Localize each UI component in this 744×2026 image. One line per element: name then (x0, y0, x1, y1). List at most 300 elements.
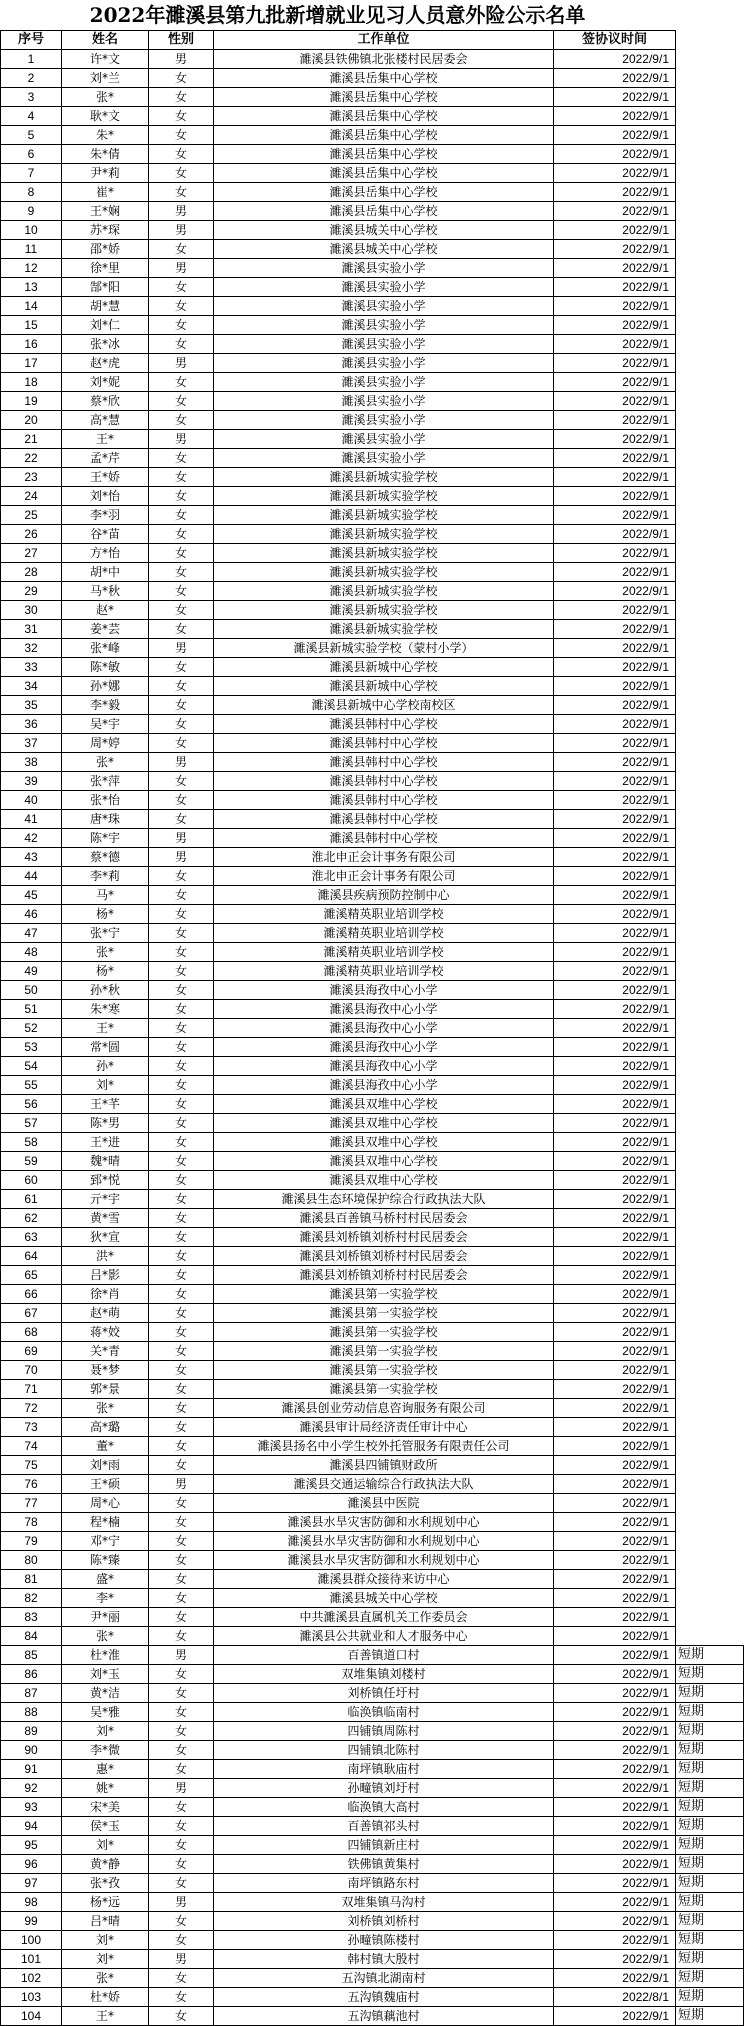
name-cell: 刘*玉 (62, 1665, 149, 1684)
gender-cell: 女 (149, 411, 214, 430)
name-cell: 李*微 (62, 1741, 149, 1760)
sign-date-cell: 2022/9/1 (554, 829, 676, 848)
note-cell (676, 297, 744, 316)
sign-date-cell: 2022/9/1 (554, 1209, 676, 1228)
employer-cell: 濉溪县海孜中心小学 (214, 1076, 554, 1095)
employer-cell: 濉溪县中医院 (214, 1494, 554, 1513)
name-cell: 常*圆 (62, 1038, 149, 1057)
gender-cell: 女 (149, 1152, 214, 1171)
table-row (1, 1988, 744, 2007)
gender-cell: 女 (149, 1703, 214, 1722)
index-cell: 59 (1, 1152, 62, 1171)
table-row (1, 183, 744, 202)
table-row (1, 924, 744, 943)
gender-cell: 女 (149, 1361, 214, 1380)
name-cell: 杨*远 (62, 1893, 149, 1912)
sign-date-cell: 2022/9/1 (554, 810, 676, 829)
employer-cell: 濉溪精英职业培训学校 (214, 924, 554, 943)
index-cell: 55 (1, 1076, 62, 1095)
employer-cell: 四铺镇北陈村 (214, 1741, 554, 1760)
name-cell: 尹*莉 (62, 164, 149, 183)
index-cell: 66 (1, 1285, 62, 1304)
table-row (1, 1513, 744, 1532)
employer-cell: 濉溪县岳集中心学校 (214, 183, 554, 202)
gender-cell: 女 (149, 2007, 214, 2026)
index-cell: 13 (1, 278, 62, 297)
employer-cell: 濉溪县海孜中心小学 (214, 1038, 554, 1057)
note-cell (676, 411, 744, 430)
table-row (1, 145, 744, 164)
name-cell: 陈*敏 (62, 658, 149, 677)
index-cell: 15 (1, 316, 62, 335)
index-cell: 2 (1, 69, 62, 88)
table-row (1, 1703, 744, 1722)
gender-cell: 女 (149, 1380, 214, 1399)
name-cell: 董* (62, 1437, 149, 1456)
table-row (1, 1722, 744, 1741)
name-cell: 郜*阳 (62, 278, 149, 297)
note-cell: 短期 (676, 1741, 744, 1760)
table-row (1, 1285, 744, 1304)
header-note (676, 31, 744, 50)
employer-cell: 四铺镇周陈村 (214, 1722, 554, 1741)
index-cell: 87 (1, 1684, 62, 1703)
sign-date-cell: 2022/9/1 (554, 1665, 676, 1684)
name-cell: 吕*影 (62, 1266, 149, 1285)
employer-cell: 濉溪县韩村中心学校 (214, 772, 554, 791)
name-cell: 李*毅 (62, 696, 149, 715)
note-cell (676, 1095, 744, 1114)
sign-date-cell: 2022/9/1 (554, 1798, 676, 1817)
table-row (1, 487, 744, 506)
index-cell: 53 (1, 1038, 62, 1057)
sign-date-cell: 2022/9/1 (554, 848, 676, 867)
index-cell: 4 (1, 107, 62, 126)
sign-date-cell: 2022/9/1 (554, 791, 676, 810)
sign-date-cell: 2022/9/1 (554, 563, 676, 582)
name-cell: 姚* (62, 1779, 149, 1798)
gender-cell: 女 (149, 468, 214, 487)
table-row (1, 468, 744, 487)
name-cell: 张*峰 (62, 639, 149, 658)
name-cell: 张*萍 (62, 772, 149, 791)
table-row (1, 297, 744, 316)
employer-cell: 濉溪县刘桥镇刘桥村村民居委会 (214, 1266, 554, 1285)
sign-date-cell: 2022/9/1 (554, 1399, 676, 1418)
gender-cell: 男 (149, 50, 214, 69)
gender-cell: 女 (149, 1437, 214, 1456)
note-cell (676, 943, 744, 962)
name-cell: 张* (62, 753, 149, 772)
table-row (1, 126, 744, 145)
table-row (1, 259, 744, 278)
name-cell: 张* (62, 1969, 149, 1988)
note-cell: 短期 (676, 1703, 744, 1722)
gender-cell: 女 (149, 1760, 214, 1779)
note-cell (676, 240, 744, 259)
employer-cell: 南坪镇路东村 (214, 1874, 554, 1893)
name-cell: 马* (62, 886, 149, 905)
gender-cell: 女 (149, 1912, 214, 1931)
header-sign-date: 签协议时间 (554, 31, 676, 50)
table-row (1, 1418, 744, 1437)
sign-date-cell: 2022/9/1 (554, 1247, 676, 1266)
name-cell: 李* (62, 1589, 149, 1608)
employer-cell: 双堆集镇马沟村 (214, 1893, 554, 1912)
sign-date-cell: 2022/9/1 (554, 1095, 676, 1114)
table-row (1, 829, 744, 848)
table-row (1, 1095, 744, 1114)
name-cell: 朱*倩 (62, 145, 149, 164)
note-cell (676, 1608, 744, 1627)
name-cell: 张*怡 (62, 791, 149, 810)
table-row (1, 202, 744, 221)
employer-cell: 濉溪县城关中心学校 (214, 1589, 554, 1608)
sign-date-cell: 2022/9/1 (554, 1532, 676, 1551)
index-cell: 61 (1, 1190, 62, 1209)
table-row (1, 1228, 744, 1247)
note-cell: 短期 (676, 1969, 744, 1988)
sign-date-cell: 2022/9/1 (554, 69, 676, 88)
sign-date-cell: 2022/9/1 (554, 1931, 676, 1950)
sign-date-cell: 2022/9/1 (554, 50, 676, 69)
sign-date-cell: 2022/9/1 (554, 373, 676, 392)
index-cell: 6 (1, 145, 62, 164)
name-cell: 杜*淮 (62, 1646, 149, 1665)
employer-cell: 濉溪县第一实验学校 (214, 1361, 554, 1380)
index-cell: 7 (1, 164, 62, 183)
table-row (1, 1323, 744, 1342)
header-index: 序号 (1, 31, 62, 50)
gender-cell: 女 (149, 373, 214, 392)
sign-date-cell: 2022/9/1 (554, 107, 676, 126)
table-row (1, 1000, 744, 1019)
employer-cell: 濉溪精英职业培训学校 (214, 962, 554, 981)
table-row (1, 1912, 744, 1931)
employer-cell: 濉溪县实验小学 (214, 259, 554, 278)
gender-cell: 女 (149, 1456, 214, 1475)
note-cell (676, 487, 744, 506)
sign-date-cell: 2022/9/1 (554, 1855, 676, 1874)
name-cell: 孙* (62, 1057, 149, 1076)
index-cell: 37 (1, 734, 62, 753)
index-cell: 28 (1, 563, 62, 582)
sign-date-cell: 2022/9/1 (554, 544, 676, 563)
sign-date-cell: 2022/9/1 (554, 1627, 676, 1646)
index-cell: 35 (1, 696, 62, 715)
table-row (1, 1570, 744, 1589)
gender-cell: 女 (149, 1038, 214, 1057)
table-row (1, 69, 744, 88)
gender-cell: 女 (149, 164, 214, 183)
note-cell (676, 107, 744, 126)
employer-cell: 濉溪县海孜中心小学 (214, 1057, 554, 1076)
name-cell: 黄*静 (62, 1855, 149, 1874)
employer-cell: 濉溪县新城中心学校南校区 (214, 696, 554, 715)
name-cell: 朱*寒 (62, 1000, 149, 1019)
gender-cell: 女 (149, 696, 214, 715)
gender-cell: 女 (149, 1874, 214, 1893)
note-cell (676, 1152, 744, 1171)
note-cell (676, 1266, 744, 1285)
name-cell: 周*婷 (62, 734, 149, 753)
note-cell (676, 1475, 744, 1494)
table-row (1, 1342, 744, 1361)
gender-cell: 女 (149, 1190, 214, 1209)
note-cell (676, 1380, 744, 1399)
index-cell: 75 (1, 1456, 62, 1475)
gender-cell: 女 (149, 924, 214, 943)
index-cell: 10 (1, 221, 62, 240)
table-row (1, 1266, 744, 1285)
name-cell: 蒋*姣 (62, 1323, 149, 1342)
name-cell: 孙*秋 (62, 981, 149, 1000)
employer-cell: 刘桥镇任圩村 (214, 1684, 554, 1703)
sign-date-cell: 2022/9/1 (554, 1437, 676, 1456)
sign-date-cell: 2022/9/1 (554, 1342, 676, 1361)
sign-date-cell: 2022/9/1 (554, 734, 676, 753)
index-cell: 23 (1, 468, 62, 487)
name-cell: 马*秋 (62, 582, 149, 601)
name-cell: 刘* (62, 1836, 149, 1855)
table-row (1, 1760, 744, 1779)
sign-date-cell: 2022/9/1 (554, 1304, 676, 1323)
sign-date-cell: 2022/9/1 (554, 1912, 676, 1931)
employer-cell: 濉溪县双堆中心学校 (214, 1114, 554, 1133)
gender-cell: 女 (149, 810, 214, 829)
note-cell: 短期 (676, 2007, 744, 2026)
name-cell: 尹*丽 (62, 1608, 149, 1627)
gender-cell: 女 (149, 1247, 214, 1266)
gender-cell: 女 (149, 1741, 214, 1760)
sign-date-cell: 2022/9/1 (554, 867, 676, 886)
gender-cell: 女 (149, 525, 214, 544)
note-cell: 短期 (676, 1950, 744, 1969)
gender-cell: 女 (149, 1418, 214, 1437)
name-cell: 胡*慧 (62, 297, 149, 316)
sign-date-cell: 2022/9/1 (554, 1114, 676, 1133)
note-cell (676, 354, 744, 373)
employer-cell: 濉溪县第一实验学校 (214, 1342, 554, 1361)
employer-cell: 濉溪县实验小学 (214, 430, 554, 449)
table-row (1, 411, 744, 430)
table-row (1, 772, 744, 791)
table-row (1, 1665, 744, 1684)
index-cell: 24 (1, 487, 62, 506)
employer-cell: 濉溪精英职业培训学校 (214, 943, 554, 962)
gender-cell: 女 (149, 1684, 214, 1703)
name-cell: 王*硕 (62, 1475, 149, 1494)
sign-date-cell: 2022/9/1 (554, 221, 676, 240)
employer-cell: 濉溪县新城实验学校 (214, 582, 554, 601)
note-cell (676, 544, 744, 563)
gender-cell: 男 (149, 753, 214, 772)
employer-cell: 濉溪县新城实验学校 (214, 525, 554, 544)
name-cell: 关*青 (62, 1342, 149, 1361)
index-cell: 88 (1, 1703, 62, 1722)
name-cell: 魏*晴 (62, 1152, 149, 1171)
note-cell: 短期 (676, 1684, 744, 1703)
gender-cell: 女 (149, 791, 214, 810)
index-cell: 46 (1, 905, 62, 924)
index-cell: 63 (1, 1228, 62, 1247)
table-row (1, 335, 744, 354)
header-gender: 性别 (149, 31, 214, 50)
index-cell: 56 (1, 1095, 62, 1114)
table-row (1, 1304, 744, 1323)
note-cell (676, 867, 744, 886)
sign-date-cell: 2022/9/1 (554, 696, 676, 715)
name-cell: 高*慧 (62, 411, 149, 430)
sign-date-cell: 2022/9/1 (554, 1836, 676, 1855)
table-row (1, 1836, 744, 1855)
note-cell (676, 316, 744, 335)
index-cell: 82 (1, 1589, 62, 1608)
note-cell (676, 620, 744, 639)
employer-cell: 濉溪县群众接待来访中心 (214, 1570, 554, 1589)
index-cell: 90 (1, 1741, 62, 1760)
table-row (1, 1684, 744, 1703)
name-cell: 张* (62, 1627, 149, 1646)
name-cell: 刘*仁 (62, 316, 149, 335)
gender-cell: 女 (149, 1931, 214, 1950)
sign-date-cell: 2022/9/1 (554, 278, 676, 297)
name-cell: 孟*芹 (62, 449, 149, 468)
table-row (1, 1114, 744, 1133)
name-cell: 洪* (62, 1247, 149, 1266)
sign-date-cell: 2022/9/1 (554, 1456, 676, 1475)
index-cell: 96 (1, 1855, 62, 1874)
note-cell (676, 1228, 744, 1247)
employer-cell: 濉溪县交通运输综合行政执法大队 (214, 1475, 554, 1494)
table-row (1, 430, 744, 449)
index-cell: 17 (1, 354, 62, 373)
employer-cell: 濉溪县岳集中心学校 (214, 88, 554, 107)
sign-date-cell: 2022/9/1 (554, 582, 676, 601)
table-row (1, 1399, 744, 1418)
sign-date-cell: 2022/9/1 (554, 468, 676, 487)
name-cell: 刘* (62, 1076, 149, 1095)
sign-date-cell: 2022/9/1 (554, 1038, 676, 1057)
sign-date-cell: 2022/9/1 (554, 753, 676, 772)
sign-date-cell: 2022/9/1 (554, 449, 676, 468)
employer-cell: 濉溪县水旱灾害防御和水利规划中心 (214, 1532, 554, 1551)
index-cell: 60 (1, 1171, 62, 1190)
note-cell (676, 525, 744, 544)
table-row (1, 1855, 744, 1874)
index-cell: 93 (1, 1798, 62, 1817)
sign-date-cell: 2022/9/1 (554, 354, 676, 373)
gender-cell: 女 (149, 449, 214, 468)
name-cell: 蔡*德 (62, 848, 149, 867)
gender-cell: 女 (149, 1570, 214, 1589)
note-cell (676, 1133, 744, 1152)
sign-date-cell: 2022/9/1 (554, 145, 676, 164)
note-cell (676, 658, 744, 677)
index-cell: 8 (1, 183, 62, 202)
note-cell (676, 1209, 744, 1228)
index-cell: 19 (1, 392, 62, 411)
employer-cell: 濉溪县新城实验学校（蒙村小学） (214, 639, 554, 658)
index-cell: 12 (1, 259, 62, 278)
sign-date-cell: 2022/9/1 (554, 316, 676, 335)
employer-cell: 濉溪县韩村中心学校 (214, 829, 554, 848)
employer-cell: 铁佛镇黄集村 (214, 1855, 554, 1874)
note-cell (676, 69, 744, 88)
note-cell (676, 50, 744, 69)
sign-date-cell: 2022/9/1 (554, 1000, 676, 1019)
name-cell: 王* (62, 2007, 149, 2026)
note-cell (676, 164, 744, 183)
note-cell (676, 1456, 744, 1475)
sign-date-cell: 2022/9/1 (554, 1551, 676, 1570)
name-cell: 高*璐 (62, 1418, 149, 1437)
employer-cell: 中共濉溪县直属机关工作委员会 (214, 1608, 554, 1627)
employer-cell: 韩村镇大殷村 (214, 1950, 554, 1969)
gender-cell: 女 (149, 905, 214, 924)
note-cell (676, 1570, 744, 1589)
gender-cell: 女 (149, 981, 214, 1000)
employer-cell: 南坪镇耿庙村 (214, 1760, 554, 1779)
sign-date-cell: 2022/9/1 (554, 1152, 676, 1171)
note-cell (676, 1589, 744, 1608)
name-cell: 陈*男 (62, 1114, 149, 1133)
employer-cell: 濉溪县岳集中心学校 (214, 145, 554, 164)
index-cell: 104 (1, 2007, 62, 2026)
sign-date-cell: 2022/9/1 (554, 259, 676, 278)
note-cell (676, 145, 744, 164)
gender-cell: 女 (149, 1171, 214, 1190)
gender-cell: 女 (149, 1589, 214, 1608)
note-cell (676, 221, 744, 240)
sign-date-cell: 2022/9/1 (554, 1703, 676, 1722)
index-cell: 102 (1, 1969, 62, 1988)
table-row (1, 886, 744, 905)
gender-cell: 男 (149, 829, 214, 848)
employer-cell: 濉溪县韩村中心学校 (214, 753, 554, 772)
employer-cell: 濉溪县实验小学 (214, 373, 554, 392)
name-cell: 黄*洁 (62, 1684, 149, 1703)
note-cell (676, 1532, 744, 1551)
index-cell: 5 (1, 126, 62, 145)
index-cell: 79 (1, 1532, 62, 1551)
table-row (1, 525, 744, 544)
employer-cell: 濉溪县新城中心学校 (214, 677, 554, 696)
sign-date-cell: 2022/9/1 (554, 772, 676, 791)
note-cell (676, 1114, 744, 1133)
note-cell (676, 373, 744, 392)
index-cell: 74 (1, 1437, 62, 1456)
gender-cell: 男 (149, 639, 214, 658)
table-row (1, 1779, 744, 1798)
employer-cell: 淮北申正会计事务有限公司 (214, 848, 554, 867)
table-row (1, 1038, 744, 1057)
table-row (1, 1494, 744, 1513)
index-cell: 21 (1, 430, 62, 449)
gender-cell: 女 (149, 506, 214, 525)
table-row (1, 88, 744, 107)
table-row (1, 677, 744, 696)
name-cell: 胡*中 (62, 563, 149, 582)
index-cell: 18 (1, 373, 62, 392)
name-cell: 周*心 (62, 1494, 149, 1513)
name-cell: 李*莉 (62, 867, 149, 886)
note-cell (676, 278, 744, 297)
note-cell (676, 1190, 744, 1209)
sign-date-cell: 2022/9/1 (554, 183, 676, 202)
table-row (1, 1627, 744, 1646)
sign-date-cell: 2022/9/1 (554, 1950, 676, 1969)
